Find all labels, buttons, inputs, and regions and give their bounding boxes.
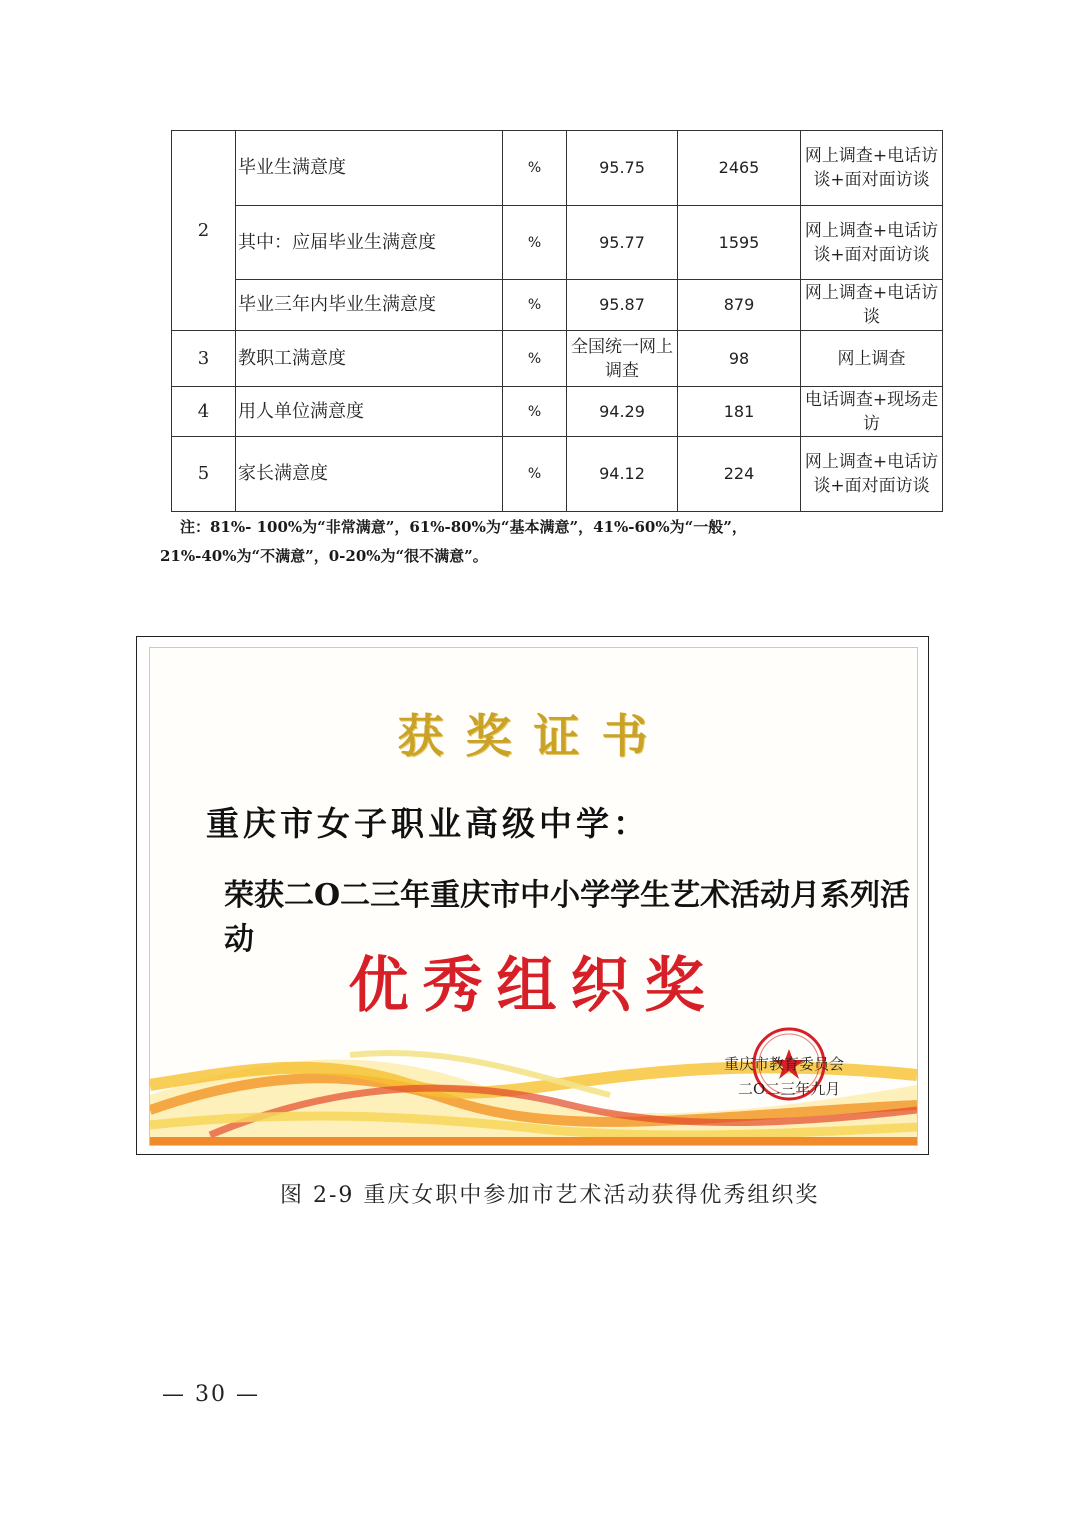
row-item: 毕业三年内毕业生满意度 (236, 280, 503, 331)
satisfaction-table (171, 130, 943, 512)
certificate-recipient: 重庆市女子职业高级中学： (206, 804, 650, 843)
row-index: 5 (172, 437, 236, 512)
row-count: 2465 (678, 131, 801, 206)
table-row (172, 131, 943, 206)
row-count: 1595 (678, 206, 801, 280)
row-item: 用人单位满意度 (236, 387, 503, 437)
row-unit: % (503, 206, 567, 280)
satisfaction-table-section (171, 130, 942, 512)
row-method: 网上调查+电话访谈+面对面访谈 (801, 131, 943, 206)
row-unit: % (503, 131, 567, 206)
table-note-line-1: 注：81%- 100%为“非常满意”，61%-80%为“基本满意”，41%-60%为“一般”， (180, 518, 747, 536)
row-count: 98 (678, 331, 801, 387)
row-value: 94.29 (567, 387, 678, 437)
row-index: 4 (172, 387, 236, 437)
row-value: 95.77 (567, 206, 678, 280)
row-method: 网上调查+电话访谈+面对面访谈 (801, 206, 943, 280)
certificate-inner-frame (149, 647, 918, 1146)
table-row (172, 280, 943, 331)
certificate-date: 二O二三年九月 (738, 1080, 841, 1098)
page-number: — 30 — (162, 1382, 260, 1407)
row-index: 2 (172, 131, 236, 331)
table-row (172, 331, 943, 387)
row-count: 879 (678, 280, 801, 331)
row-method: 网上调查+电话访谈+面对面访谈 (801, 437, 943, 512)
row-method: 网上调查 (801, 331, 943, 387)
row-value: 94.12 (567, 437, 678, 512)
table-note-line-2: 21%-40%为“不满意”，0-20%为“很不满意”。 (160, 547, 488, 565)
certificate-description: 荣获二O二三年重庆市中小学学生艺术活动月系列活动 (224, 878, 911, 957)
award-certificate-image (136, 636, 929, 1155)
row-value: 全国统一网上调查 (567, 331, 678, 387)
row-unit: % (503, 280, 567, 331)
certificate-issuer: 重庆市教育委员会 (724, 1055, 845, 1073)
row-unit: % (503, 437, 567, 512)
certificate-award-name: 优秀组织奖 (348, 951, 719, 1021)
row-item: 毕业生满意度 (236, 131, 503, 206)
row-unit: % (503, 387, 567, 437)
row-value: 95.75 (567, 131, 678, 206)
certificate-title: 获奖证书 (397, 709, 670, 763)
row-count: 224 (678, 437, 801, 512)
table-row (172, 387, 943, 437)
row-unit: % (503, 331, 567, 387)
row-method: 网上调查+电话访谈 (801, 280, 943, 331)
row-item: 教职工满意度 (236, 331, 503, 387)
row-value: 95.87 (567, 280, 678, 331)
table-row (172, 206, 943, 280)
row-item: 其中：应届毕业生满意度 (236, 206, 503, 280)
row-index: 3 (172, 331, 236, 387)
row-item: 家长满意度 (236, 437, 503, 512)
row-method: 电话调查+现场走访 (801, 387, 943, 437)
figure-caption: 图 2-9 重庆女职中参加市艺术活动获得优秀组织奖 (280, 1183, 820, 1208)
row-count: 181 (678, 387, 801, 437)
table-row (172, 437, 943, 512)
